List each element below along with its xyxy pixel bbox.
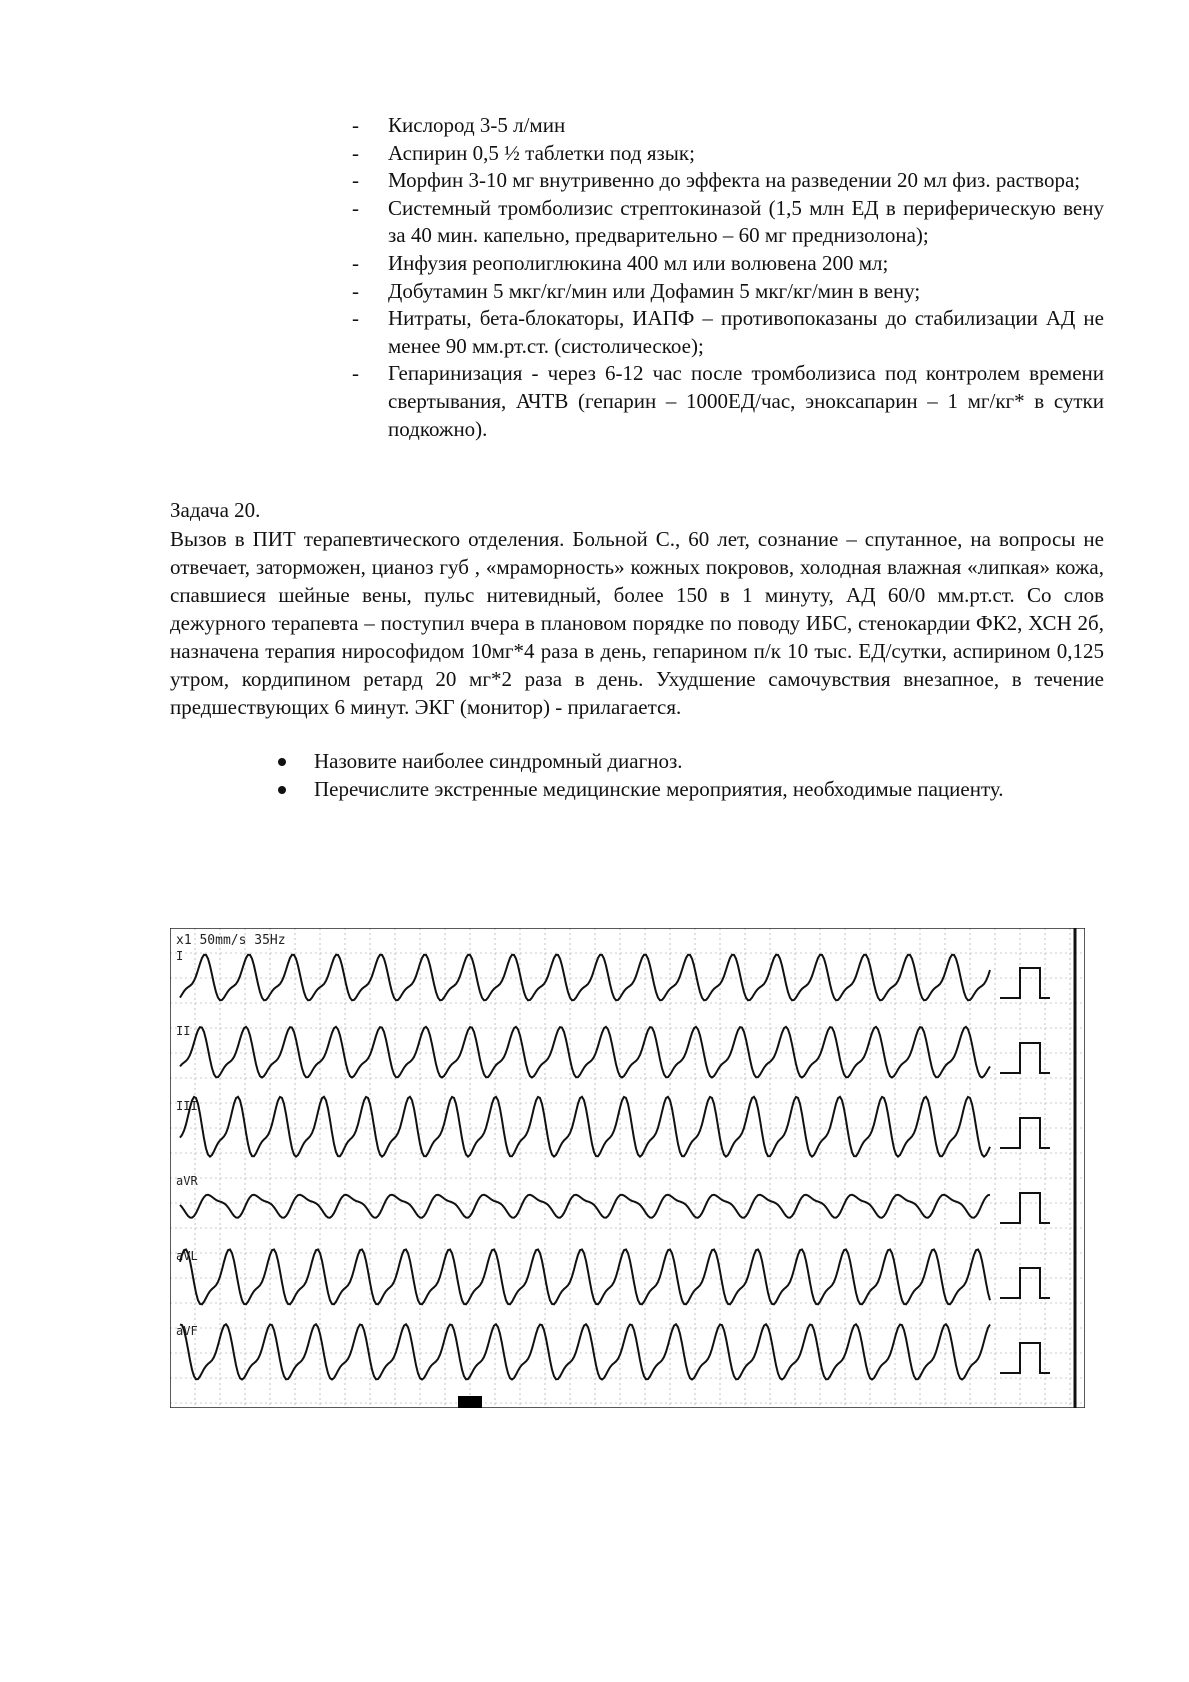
ecg-marker [458,1396,482,1408]
ecg-strip [170,928,1085,1408]
bullet-icon [278,758,286,766]
ecg-lead-trace [180,1195,990,1218]
ecg-lead-label: aVL [176,1249,198,1263]
ecg-calibration-pulse [1000,1118,1050,1148]
treatment-list [338,112,1104,443]
task-questions [270,747,1104,803]
treatment-item: - Добутамин 5 мкг/кг/мин или Дофамин 5 мкг/кг/мин в вену; [352,278,921,303]
treatment-item: - Инфузия реополиглюкина 400 мл или волювена 200 мл; [352,250,889,275]
ecg-lead-label: I [176,949,184,963]
ecg-header: x1 50mm/s 35Hz [176,933,286,948]
treatment-item: - Морфин 3-10 мг внутривенно до эффекта на разведении 20 мл физ. раствора; [352,168,1081,193]
bullet-icon [278,786,286,794]
ecg-calibration-pulse [1000,1343,1050,1373]
ecg-calibration-pulse [1000,1193,1050,1223]
treatment-item: - Аспирин 0,5 ½ таблетки под язык; [352,140,695,165]
task-title: Задача 20. [170,498,261,522]
treatment-item: - Кислород 3-5 л/мин [352,113,566,137]
ecg-lead-label: III [176,1099,198,1113]
question-item: Назовите наиболее синдромный диагноз. [270,747,1104,775]
treatment-item: - Системный тромболизис стрептокиназой (1,5 млн ЕД в периферическую вену за 40 мин. капельно, предварительно – 60 мг преднизолона); [352,195,1104,248]
treatment-item: - Гепаринизация - через 6-12 час после тромболизиса под контролем времени свертывания, АЧТВ (гепарин – 1000ЕД/час, эноксапарин – 1 мг/кг* в сутки подкожно). [352,361,1104,441]
ecg-calibration-pulse [1000,1268,1050,1298]
ecg-calibration-pulse [1000,968,1050,998]
question-item: Перечислите экстренные медицинские мероприятия, необходимые пациенту. [270,775,1104,803]
ecg-lead-label: II [176,1024,191,1038]
treatment-item: - Нитраты, бета-блокаторы, ИАПФ – противопоказаны до стабилизации АД не менее 90 мм.рт.ст. (систолическое); [352,306,1104,358]
task-description: Вызов в ПИТ терапевтического отделения. Больной С., 60 лет, сознание – спутанное, на вопросы не отвечает, заторможен, цианоз губ , «мраморность» кожных покровов, холодная влажная «липкая» кожа, спавшиеся шейные вены, пульс нитевидный, более 150 в 1 минуту, АД 60/0 мм.рт.ст. Со слов дежурного терапевта – поступил вчера в плановом порядке по поводу ИБС, стенокардии ФК2, ХСН 2б, назначена терапия нирософидом 10мг*4 раза в день, гепарином п/к 10 тыс. ЕД/сутки, аспирином 0,125 утром, кордипином ретард 20 мг*2 раза в день. Ухудшение самочувствия внезапное, в течение предшествующих 6 минут. ЭКГ (монитор) - прилагается. [170,527,1104,719]
ecg-lead-trace [180,1097,990,1157]
ecg-lead-trace [180,1250,990,1305]
ecg-lead-trace [180,955,990,1001]
ecg-lead-label: aVR [176,1174,198,1188]
ecg-traces [176,928,1075,1408]
ecg-lead-trace [180,1027,990,1078]
ecg-lead-trace [180,1324,990,1379]
ecg-calibration-pulse [1000,1043,1050,1073]
ecg-lead-label: aVF [176,1324,198,1338]
